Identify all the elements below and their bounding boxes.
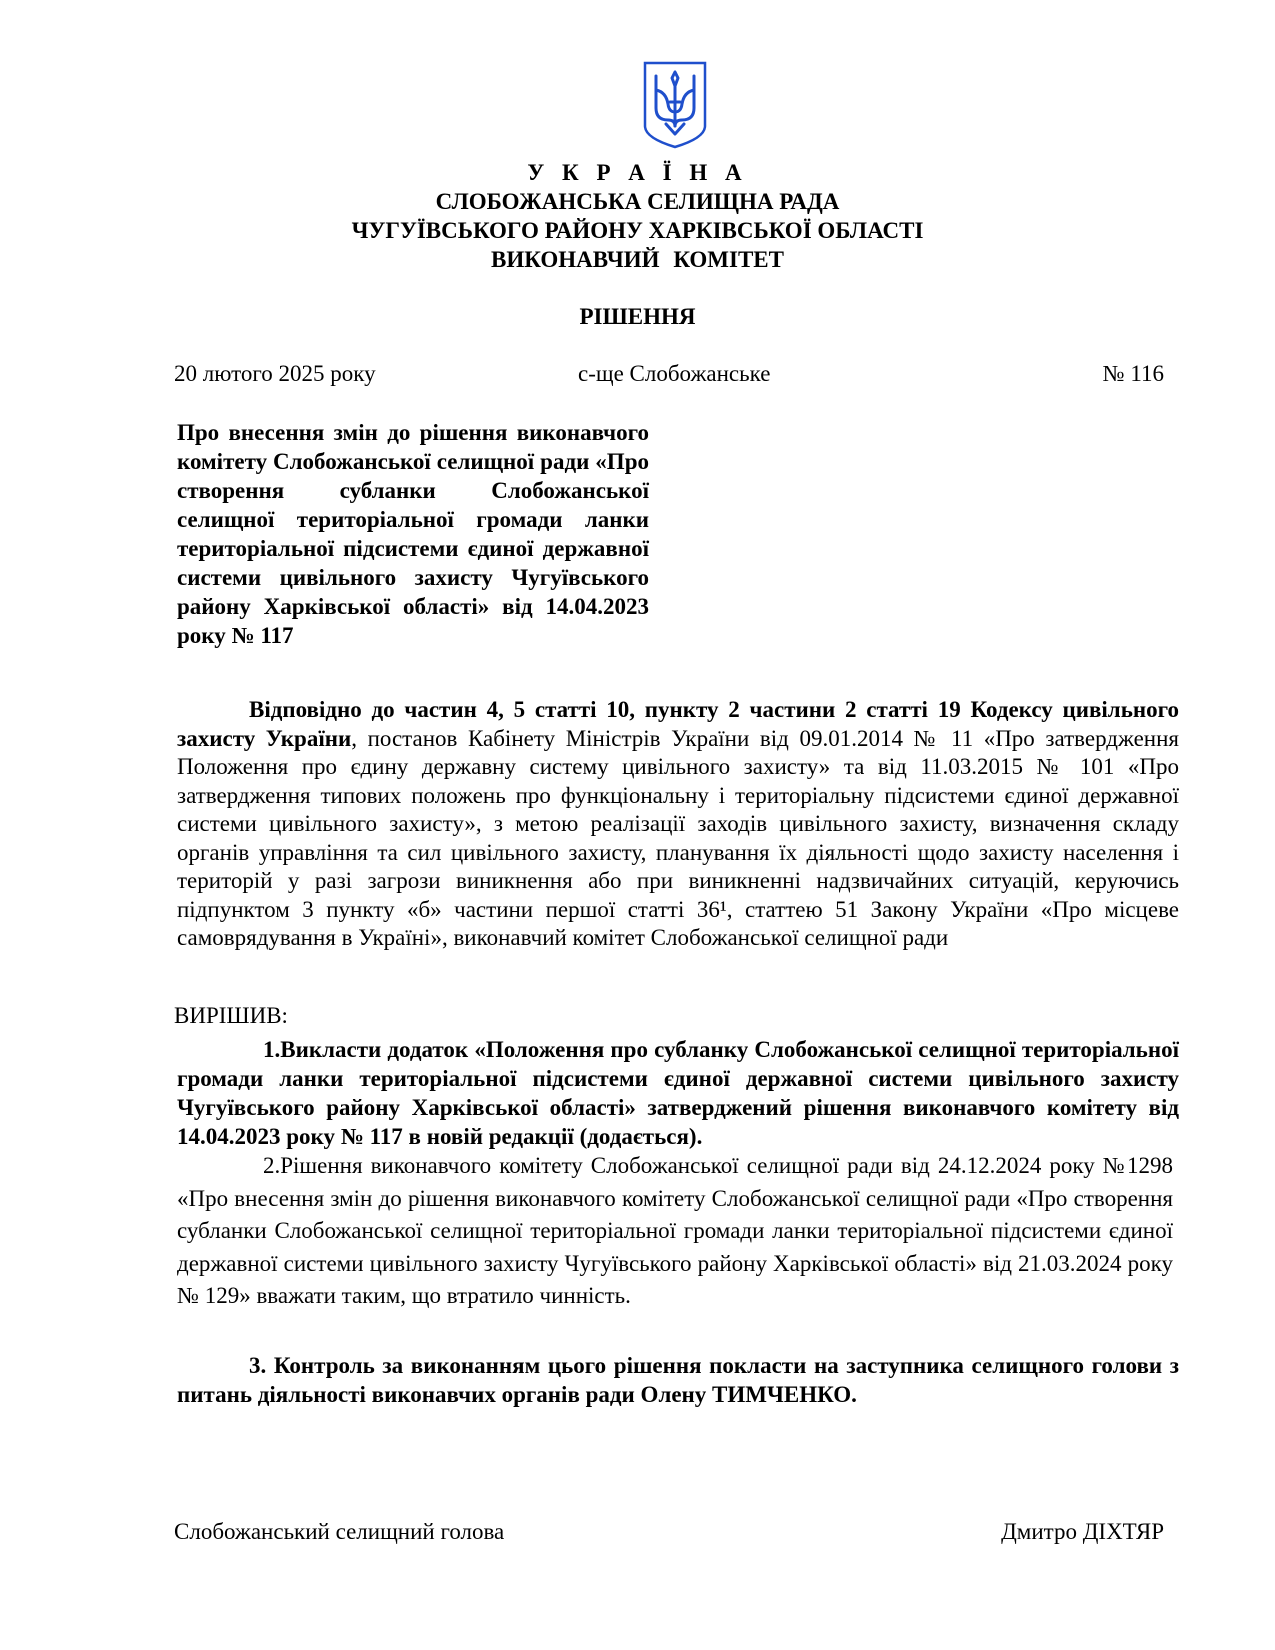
country-name: У К Р А Ї Н А bbox=[527, 160, 748, 185]
preamble-text: , постанов Кабінету Міністрів України від 09.01.2014 № 11 «Про затвердження Положення про єдину державну систему цивільного захисту» та від 11.03.2015 № 101 «Про затвердження типових положень про функціональну і територіальну підсистеми єдиної державної системи цивільного захисту», з метою реалізації заходів цивільного захисту, визначення складу органів управління та сил цивільного захисту, планування їх діяльності щодо захисту населення і територій у разі загрози виникнення або при виникненні надзвичайних ситуацій, керуючись підпунктом 3 пункту «б» частини першої статті 36¹, статтею 51 Закону України «Про місцеве самоврядування в Україні», виконавчий комітет Слобожанської селищної ради bbox=[177, 725, 1179, 950]
trident-coat-of-arms-icon bbox=[642, 60, 708, 150]
decided-label: ВИРІШИВ: bbox=[174, 1003, 288, 1028]
document-type-title: РІШЕННЯ bbox=[579, 304, 696, 329]
document-number: № 116 bbox=[1102, 361, 1164, 386]
decision-item-3: 3. Контроль за виконанням цього рішення покласти на заступника селищного голови з питань діяльності виконавчих органів ради Олену ТИМЧЕНКО. bbox=[177, 1353, 1179, 1407]
committee-name: ВИКОНАВЧИЙ КОМІТЕТ bbox=[490, 247, 784, 272]
document-date: 20 лютого 2025 року bbox=[174, 361, 376, 386]
preamble-legal-basis: Відповідно до частин 4, 5 статті 10, пункту 2 частини 2 статті 19 Кодексу цивільного захисту України bbox=[177, 697, 1179, 751]
signatory-position: Слобожанський селищний голова bbox=[174, 1519, 505, 1544]
decision-item-2: 2.Рішення виконавчого комітету Слобожанської селищної ради від 24.12.2024 року №1298 «Про внесення змін до рішення виконавчого комітету Слобожанської селищної ради «Про створення субланки Слобожанської селищної територіальної громади ланки територіальної підсистеми єдиної державної системи цивільного захисту Чугуївського району Харківської області» від 21.03.2024 року № 129» вважати таким, що втратило чинність. bbox=[177, 1153, 1173, 1308]
document-header bbox=[0, 158, 1275, 274]
council-name: СЛОБОЖАНСЬКА СЕЛИЩНА РАДА bbox=[435, 189, 840, 214]
signatory-name: Дмитро ДІХТЯР bbox=[1001, 1519, 1164, 1544]
preamble-paragraph bbox=[177, 696, 1179, 953]
document-place: с-ще Слобожанське bbox=[578, 361, 771, 386]
document-subject: Про внесення змін до рішення виконавчого комітету Слобожанської селищної ради «Про створення субланки Слобожанської селищної територіальної громади ланки територіальної підсистеми єдиної державної системи цивільного захисту Чугуївського району Харківської області» від 14.04.2023 року № 117 bbox=[177, 420, 649, 648]
decision-item-1: 1.Викласти додаток «Положення про субланку Слобожанської селищної територіальної громади ланки територіальної підсистеми єдиної державної системи цивільного захисту Чугуївського району Харківської області» затверджений рішення виконавчого комітету від 14.04.2023 року № 117 в новій редакції (додається). bbox=[177, 1037, 1179, 1149]
district-name: ЧУГУЇВСЬКОГО РАЙОНУ ХАРКІВСЬКОЇ ОБЛАСТІ bbox=[351, 218, 924, 243]
